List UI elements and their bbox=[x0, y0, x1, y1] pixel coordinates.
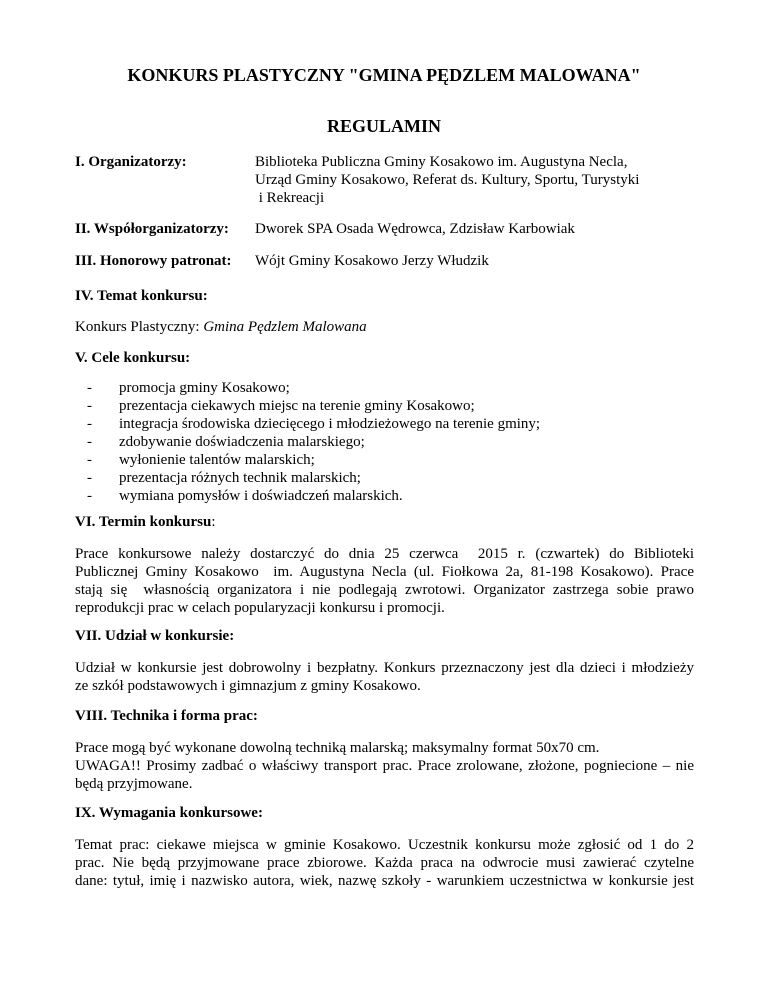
list-item-text: wymiana pomysłów i doświadczeń malarskich. bbox=[119, 488, 403, 504]
paragraph-line: stają się własnością organizatora i nie podlegają zwrotowi. Organizator zastrzega sobie prawo bbox=[75, 582, 694, 598]
deadline-colon: : bbox=[211, 514, 216, 530]
list-item-text: zdobywanie doświadczenia malarskiego; bbox=[119, 434, 365, 450]
paragraph-line: Publicznej Gminy Kosakowo im. Augustyna Necla (ul. Fiołkowa 2a, 81-198 Kosakowo). Prace bbox=[75, 564, 694, 580]
organizers-line: i Rekreacji bbox=[255, 190, 325, 206]
paragraph-line: dane: tytuł, imię i nazwisko autora, wiek, nazwę szkoły - warunkiem uczestnictwa w konkursie jest bbox=[75, 873, 694, 889]
topic-heading: IV. Temat konkursu: bbox=[75, 288, 208, 304]
paragraph-line: Prace konkursowe należy dostarczyć do dnia 25 czerwca 2015 r. (czwartek) do Biblioteki bbox=[75, 546, 694, 562]
list-dash: - bbox=[87, 470, 92, 486]
patronage-label: III. Honorowy patronat: bbox=[75, 253, 232, 269]
list-dash: - bbox=[87, 434, 92, 450]
patronage-value bbox=[255, 252, 725, 270]
participation-paragraph bbox=[75, 659, 694, 695]
paragraph-line: reprodukcji prac w celach popularyzacji konkursu i promocji. bbox=[75, 600, 445, 616]
paragraph-line: Udział w konkursie jest dobrowolny i bezpłatny. Konkurs przeznaczony jest dla dzieci i młodzieży bbox=[75, 660, 694, 676]
coorganizers-label: II. Współorganizatorzy: bbox=[75, 221, 229, 237]
deadline-heading-row bbox=[75, 513, 215, 531]
deadline-heading: VI. Termin konkursu bbox=[75, 514, 212, 530]
paragraph-line: prac. Nie będą przyjmowane prace zbiorowe. Każda praca na odwrocie musi zawierać czytelne bbox=[75, 855, 694, 871]
requirements-heading: IX. Wymagania konkursowe: bbox=[75, 805, 263, 821]
document-title: KONKURS PLASTYCZNY "GMINA PĘDZLEM MALOWANA" bbox=[127, 65, 641, 85]
coorganizers-value bbox=[255, 220, 725, 238]
technique-paragraph bbox=[75, 739, 694, 793]
paragraph-line: będą przyjmowane. bbox=[75, 776, 193, 792]
list-item-text: prezentacja ciekawych miejsc na terenie gminy Kosakowo; bbox=[119, 398, 475, 414]
organizers-line: Biblioteka Publiczna Gminy Kosakowo im. Augustyna Necla, bbox=[255, 154, 628, 170]
paragraph-line: Temat prac: ciekawe miejsca w gminie Kosakowo. Uczestnik konkursu może zgłosić od 1 do 2 bbox=[75, 837, 694, 853]
list-item-text: integracja środowiska dziecięcego i młodzieżowego na terenie gminy; bbox=[119, 416, 541, 432]
document-subtitle: REGULAMIN bbox=[326, 116, 441, 136]
patronage-text: Wójt Gminy Kosakowo Jerzy Włudzik bbox=[255, 253, 489, 269]
list-dash: - bbox=[87, 488, 92, 504]
goals-heading: V. Cele konkursu: bbox=[75, 350, 191, 366]
coorganizers-text: Dworek SPA Osada Wędrowca, Zdzisław Karbowiak bbox=[255, 221, 575, 237]
list-dash: - bbox=[87, 380, 92, 396]
organizers-line: Urząd Gminy Kosakowo, Referat ds. Kultury, Sportu, Turystyki bbox=[255, 172, 640, 188]
topic-prefix: Konkurs Plastyczny: bbox=[75, 319, 204, 335]
list-item-text: prezentacja różnych technik malarskich; bbox=[119, 470, 361, 486]
paragraph-line: UWAGA!! Prosimy zadbać o właściwy transport prac. Prace zrolowane, złożone, pogniecione – nie bbox=[75, 758, 694, 774]
paragraph-line: Prace mogą być wykonane dowolną techniką malarską; maksymalny format 50x70 cm. bbox=[75, 740, 600, 756]
technique-heading: VIII. Technika i forma prac: bbox=[75, 708, 258, 724]
list-dash: - bbox=[87, 452, 92, 468]
participation-heading: VII. Udział w konkursie: bbox=[75, 628, 235, 644]
paragraph-line: ze szkół podstawowych i gimnazjum z gminy Kosakowo. bbox=[75, 678, 421, 694]
list-dash: - bbox=[87, 416, 92, 432]
list-item-text: wyłonienie talentów malarskich; bbox=[119, 452, 315, 468]
topic-name: Gmina Pędzlem Malowana bbox=[203, 319, 367, 335]
topic-text bbox=[75, 318, 367, 336]
list-item-text: promocja gminy Kosakowo; bbox=[119, 380, 290, 396]
deadline-paragraph bbox=[75, 545, 694, 617]
requirements-paragraph bbox=[75, 836, 694, 890]
list-dash: - bbox=[87, 398, 92, 414]
organizers-value bbox=[255, 153, 725, 207]
organizers-label: I. Organizatorzy: bbox=[75, 154, 187, 170]
